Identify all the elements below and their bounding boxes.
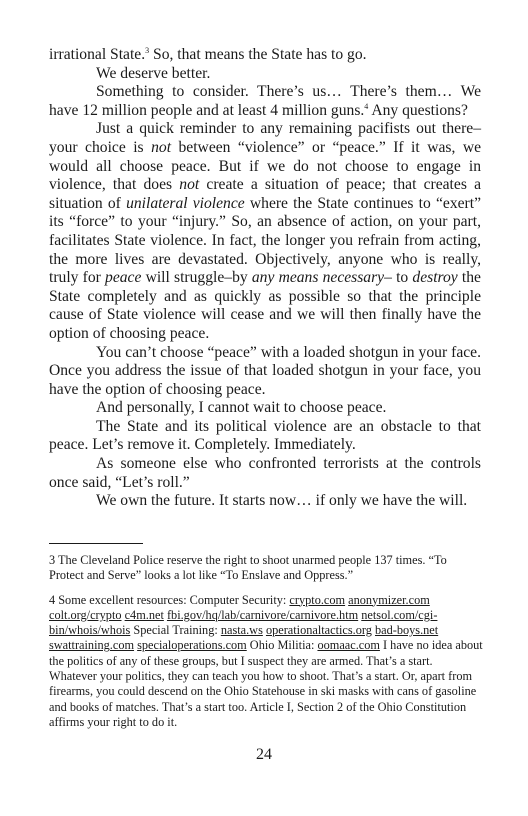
page-number: 24 bbox=[256, 746, 272, 763]
text: Any questions? bbox=[368, 101, 468, 119]
text: 4 Some excellent resources: Computer Security: bbox=[49, 592, 290, 607]
paragraph-8: As someone else who confronted terrorists at the controls once said, “Let’s roll.” bbox=[49, 455, 481, 491]
link-oomaac[interactable]: oomaac.com bbox=[317, 638, 380, 653]
link-swattraining[interactable]: swattraining.com bbox=[49, 638, 135, 653]
emphasis: any means necessary bbox=[251, 269, 385, 287]
text: between “violence” or “peace.” If it was, we would all choose peace. But if we do not choose to engage in violence, that does bbox=[49, 138, 481, 194]
paragraph-2: We deserve better. bbox=[96, 64, 211, 82]
link-colt-crypto[interactable]: colt.org/crypto bbox=[49, 607, 122, 622]
text: where the State continues to “exert” its “force” to your “injury.” So, an absence of action, on your part, facilitates State violence. In fact, the longer you refrain from acting, the more lives are devastated. Objectively, anyone who is really, truly for bbox=[49, 194, 481, 287]
text: will struggle–by bbox=[141, 269, 252, 287]
paragraph-1 bbox=[49, 46, 481, 65]
text: Ohio Militia: bbox=[246, 638, 318, 653]
text: the State completely and as quickly as possible so that the principle cause of State violence will cease and we will then finally have the option of choosing peace. bbox=[49, 269, 481, 342]
link-bad-boys[interactable]: bad-boys.net bbox=[374, 623, 439, 638]
footnote-3: 3 The Cleveland Police reserve the right to shoot unarmed people 137 times. “To Protect and Serve” looks a lot like “To Enslave and Oppress.” bbox=[49, 553, 447, 583]
link-c4m[interactable]: c4m.net bbox=[124, 607, 164, 622]
paragraph-3 bbox=[49, 83, 481, 120]
paragraph-4 bbox=[49, 120, 481, 343]
text: Special Training: bbox=[130, 623, 221, 638]
link-crypto[interactable]: crypto.com bbox=[289, 592, 346, 607]
footnote-4 bbox=[49, 593, 483, 731]
paragraph-5: You can’t choose “peace” with a loaded shotgun in your face. Once you address the issue of that loaded shotgun in your face, you have the option of choosing peace. bbox=[49, 343, 481, 398]
text: irrational State. bbox=[49, 46, 146, 63]
text: So, that means the State has to go. bbox=[149, 46, 367, 63]
link-fbi-carnivore[interactable]: fbi.gov/hq/lab/carnivore/carnivore.htm bbox=[166, 607, 359, 622]
footnote-divider bbox=[49, 543, 143, 544]
emphasis: not bbox=[179, 176, 200, 194]
emphasis: unilateral violence bbox=[126, 194, 245, 212]
text: create a situation of peace; that creates a situation of bbox=[49, 176, 481, 212]
footnote-ref-3[interactable]: 3 bbox=[145, 46, 150, 55]
footnote-ref-4[interactable]: 4 bbox=[364, 101, 369, 111]
link-anonymizer[interactable]: anonymizer.com bbox=[348, 592, 430, 607]
emphasis: not bbox=[151, 138, 172, 156]
footnotes bbox=[49, 553, 483, 739]
link-nasta[interactable]: nasta.ws bbox=[220, 623, 263, 638]
link-specialoperations[interactable]: specialoperations.com bbox=[137, 638, 247, 653]
paragraph-7: The State and its political violence are an obstacle to that peace. Let’s remove it. Completely. Immediately. bbox=[49, 417, 481, 454]
emphasis: peace bbox=[105, 269, 142, 287]
body-text bbox=[49, 46, 481, 511]
paragraph-6: And personally, I cannot wait to choose peace. bbox=[96, 399, 387, 417]
text: I have no idea about the politics of any of these groups, but I suspect they are armed. That’s a start. Whatever your politics, they can teach you how to shoot. That’s a start. Or, apart from firearms, you could descend on the Ohio Statehouse in ski masks with cans of gasoline and books of matches. That’s a start too. Article I, Section 2 of the Ohio Constitution affirms your right to do it. bbox=[49, 638, 483, 729]
link-operationaltactics[interactable]: operationaltactics.org bbox=[265, 623, 372, 638]
text: – to bbox=[384, 269, 413, 287]
emphasis: destroy bbox=[412, 269, 458, 287]
text: Something to consider. There’s us… There’s them… We have 12 million people and at least 4 million guns. bbox=[49, 83, 481, 119]
main-text bbox=[49, 46, 481, 511]
link-netsol-whois[interactable]: netsol.com/cgi-bin/whois/whois bbox=[49, 607, 438, 638]
text: Just a quick reminder to any remaining pacifists out there–your choice is bbox=[49, 120, 481, 156]
paragraph-9: We own the future. It starts now… if only we have the will. bbox=[96, 492, 468, 510]
